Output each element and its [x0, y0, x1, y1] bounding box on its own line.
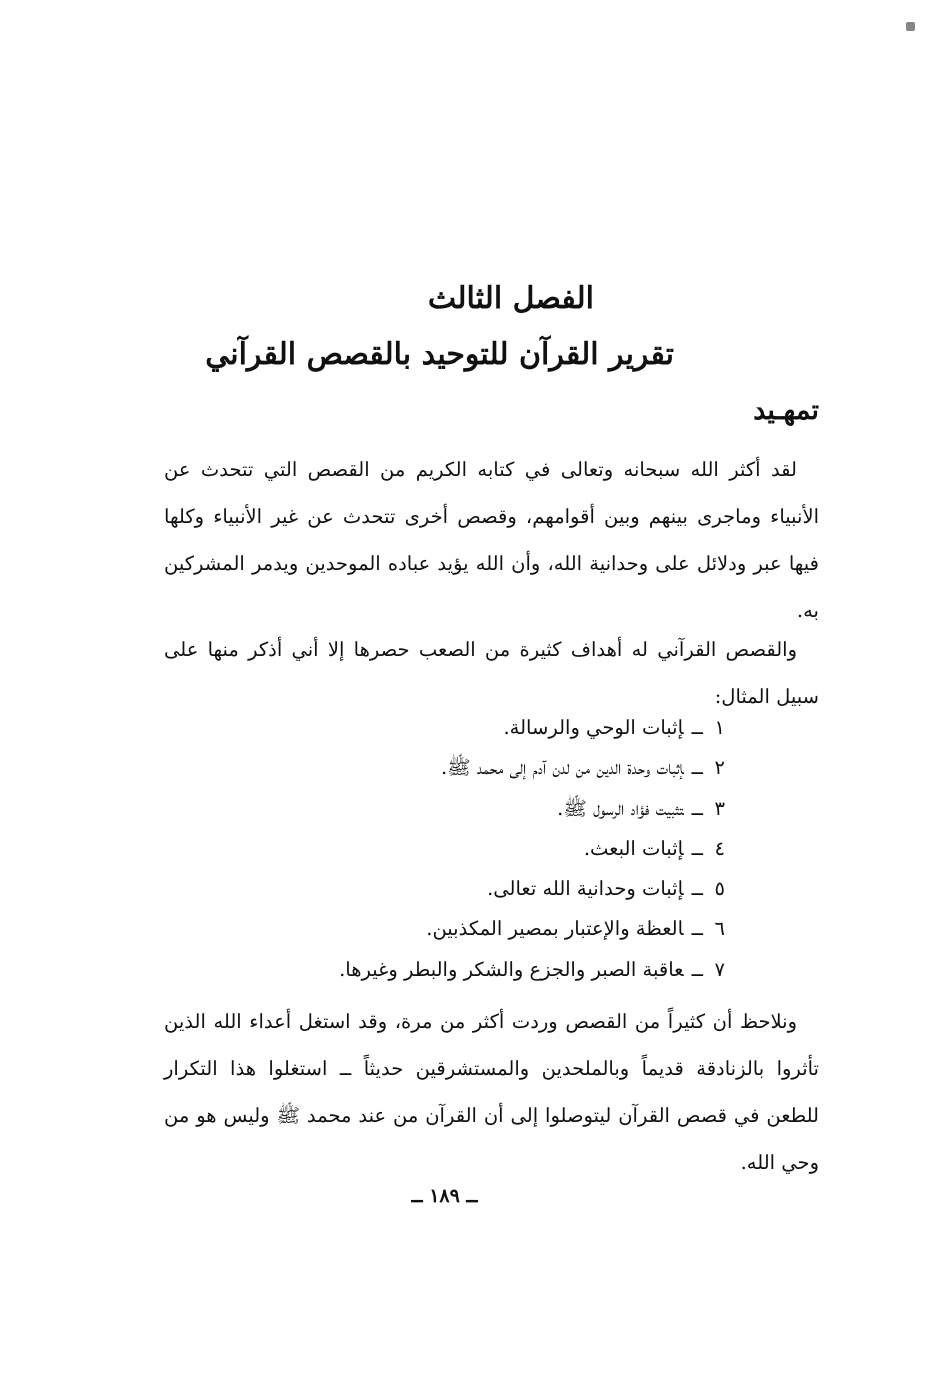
list-item-number: ٣	[714, 796, 725, 820]
list-item	[339, 748, 725, 788]
intro-paragraph-text: لقد أكثر الله سبحانه وتعالى في كتابه الكريم من القصص التي تتحدث عن الأنبياء وماجرى بينهم وبين أقوامهم، وقصص أخرى تتحدث عن غير الأنبياء وكلها فيها عبر ودلائل على وحدانية الله، وأن الله يؤيد عباده الموحدين ويدمر المشركين به.	[164, 458, 819, 622]
list-item-dash: ــ	[691, 716, 703, 739]
intro-paragraph	[164, 446, 819, 634]
chapter-subtitle: تقرير القرآن للتوحيد بالقصص القرآني	[205, 337, 674, 372]
list-item-dash: ــ	[691, 756, 703, 780]
list-item-number: ٤	[714, 836, 725, 860]
list-item-dash: ــ	[691, 796, 703, 820]
list-item-text: إثبات وحدانية الله تعالى.	[487, 877, 684, 901]
goals-list	[339, 708, 725, 990]
list-item-text: العظة والإعتبار بمصير المكذبين.	[426, 917, 684, 941]
list-item	[339, 869, 725, 909]
list-item	[339, 708, 725, 748]
list-item-number: ١	[714, 716, 725, 739]
goals-paragraph	[164, 626, 819, 720]
list-item	[339, 909, 725, 949]
list-item-text: إثبات البعث.	[583, 836, 684, 860]
list-item-text: عاقبة الصبر والجزع والشكر والبطر وغيرها.	[339, 957, 684, 981]
list-item-dash: ــ	[691, 836, 703, 860]
list-item	[339, 789, 725, 829]
list-item-text: تثبيت فؤاد الرسول ﷺ.	[557, 796, 684, 820]
closing-paragraph-text: ونلاحظ أن كثيراً من القصص وردت أكثر من مرة، وقد استغل أعداء الله الذين تأثروا بالزنادقة قديماً وبالملحدين والمستشرقين حديثاً ــ استغلوا هذا التكرار للطعن في قصص القرآن ليتوصلوا إلى أن القرآن من عند محمد ﷺ وليس هو من وحي الله.	[164, 1010, 819, 1174]
section-heading: تمهـيد	[753, 395, 819, 426]
list-item-number: ٦	[714, 917, 725, 941]
list-item-text: إثبات وحدة الدين من لدن آدم إلى محمد ﷺ.	[440, 756, 684, 780]
list-item	[339, 829, 725, 869]
scan-corner-mark	[906, 22, 915, 31]
chapter-title: الفصل الثالث	[427, 281, 594, 316]
closing-paragraph	[164, 998, 819, 1186]
list-item	[339, 950, 725, 990]
page-number: ــ ١٨٩ ــ	[411, 1185, 478, 1207]
list-item-dash: ــ	[691, 957, 703, 981]
goals-paragraph-text: والقصص القرآني له أهداف كثيرة من الصعب حصرها إلا أني أذكر منها على سبيل المثال:	[164, 638, 819, 708]
list-item-number: ٢	[714, 756, 725, 780]
list-item-number: ٧	[714, 957, 725, 981]
list-item-dash: ــ	[691, 917, 703, 941]
list-item-text: إثبات الوحي والرسالة.	[503, 716, 684, 739]
list-item-dash: ــ	[691, 877, 703, 901]
list-item-number: ٥	[714, 877, 725, 901]
